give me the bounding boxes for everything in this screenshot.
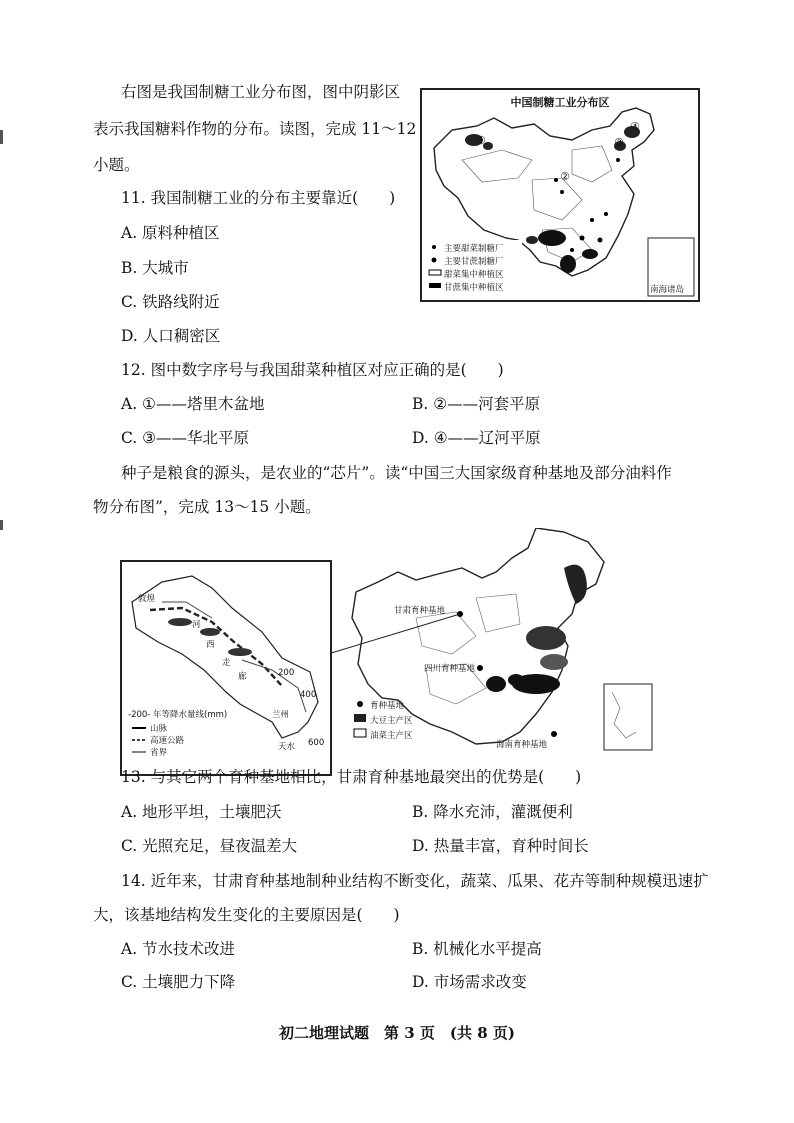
map-number: ④ xyxy=(630,120,640,133)
isohyet-label: 400 xyxy=(300,690,317,700)
page-footer: 初二地理试题 第 3 页 (共 8 页) xyxy=(279,1024,515,1042)
legend-label: 育种基地 xyxy=(370,701,405,711)
option: C. 光照充足，昼夜温差大 xyxy=(121,837,298,855)
legend-label: 山脉 xyxy=(150,724,168,734)
place-label: 走 xyxy=(222,658,231,668)
map-number: ② xyxy=(560,170,570,183)
option: D. ④——辽河平原 xyxy=(412,429,541,447)
option: C. 土壤肥力下降 xyxy=(121,973,236,991)
legend-label: 大豆主产区 xyxy=(370,716,413,726)
isohyet-label: 200 xyxy=(278,668,295,678)
base-label: 甘肃育种基地 xyxy=(394,606,446,616)
legend-label: 甜菜集中种植区 xyxy=(444,270,504,280)
intro-text-line: 物分布图”，完成 13～15 小题。 xyxy=(93,498,321,516)
place-label: 河 xyxy=(192,620,201,630)
map-number: ③ xyxy=(614,136,624,149)
place-label: 兰州 xyxy=(272,710,290,720)
option: B. 大城市 xyxy=(121,259,189,277)
option: C. 铁路线附近 xyxy=(121,293,220,311)
legend-label: -200- 年等降水量线(mm) xyxy=(128,710,228,720)
intro-text-line: 表示我国糖料作物的分布。读图，完成 11～12 xyxy=(93,120,417,138)
intro-text-line: 小题。 xyxy=(93,156,140,174)
legend-label: 主要甘蔗制糖厂 xyxy=(444,257,504,267)
option: B. ②——河套平原 xyxy=(412,395,541,413)
option: C. ③——华北平原 xyxy=(121,429,250,447)
place-label: 天水 xyxy=(278,742,296,752)
map-number: ① xyxy=(476,134,486,147)
option: D. 市场需求改变 xyxy=(412,973,527,991)
option: B. 机械化水平提高 xyxy=(412,940,542,958)
place-label: 西 xyxy=(206,640,215,650)
place-label: 敦煌 xyxy=(138,594,156,604)
base-label: 海南育种基地 xyxy=(496,740,548,750)
isohyet-label: 600 xyxy=(308,738,325,748)
option: D. 热量丰富，育种时间长 xyxy=(412,837,589,855)
base-label: 四川育种基地 xyxy=(424,664,476,674)
intro-text-line: 右图是我国制糖工业分布图，图中阴影区 xyxy=(121,83,401,101)
question-stem: 11. 我国制糖工业的分布主要靠近( ) xyxy=(121,189,396,207)
legend-label: 主要甜菜制糖厂 xyxy=(444,244,504,254)
inset-label: 南海诸岛 xyxy=(650,285,685,295)
map-title: 中国制糖工业分布区 xyxy=(510,96,610,109)
question-stem: 大，该基地结构发生变化的主要原因是( ) xyxy=(93,906,400,924)
hexi-corridor-inset xyxy=(120,560,332,776)
option: D. 人口稠密区 xyxy=(121,327,221,345)
question-stem: 14. 近年来，甘肃育种基地制种业结构不断变化，蔬菜、瓜果、花卉等制种规模迅速扩 xyxy=(121,872,709,890)
option: A. 原料种植区 xyxy=(121,224,220,242)
legend-label: 甘蔗集中种植区 xyxy=(444,283,504,293)
scan-mark xyxy=(0,520,3,530)
place-label: 廊 xyxy=(238,672,247,682)
option: A. 节水技术改进 xyxy=(121,940,236,958)
breeding-base-map xyxy=(116,528,668,758)
legend-label: 油菜主产区 xyxy=(370,731,413,741)
option: B. 降水充沛，灌溉便利 xyxy=(412,803,573,821)
scan-mark xyxy=(0,130,3,144)
sugar-industry-map xyxy=(420,88,700,302)
option: A. 地形平坦，土壤肥沃 xyxy=(121,803,282,821)
legend-label: 省界 xyxy=(150,748,168,758)
intro-text-line: 种子是粮食的源头，是农业的“芯片”。读“中国三大国家级育种基地及部分油料作 xyxy=(121,464,672,482)
question-stem: 13. 与其它两个育种基地相比，甘肃育种基地最突出的优势是( ) xyxy=(121,768,582,786)
legend-label: 高速公路 xyxy=(150,736,185,746)
option: A. ①——塔里木盆地 xyxy=(121,395,265,413)
question-stem: 12. 图中数字序号与我国甜菜种植区对应正确的是( ) xyxy=(121,361,504,379)
